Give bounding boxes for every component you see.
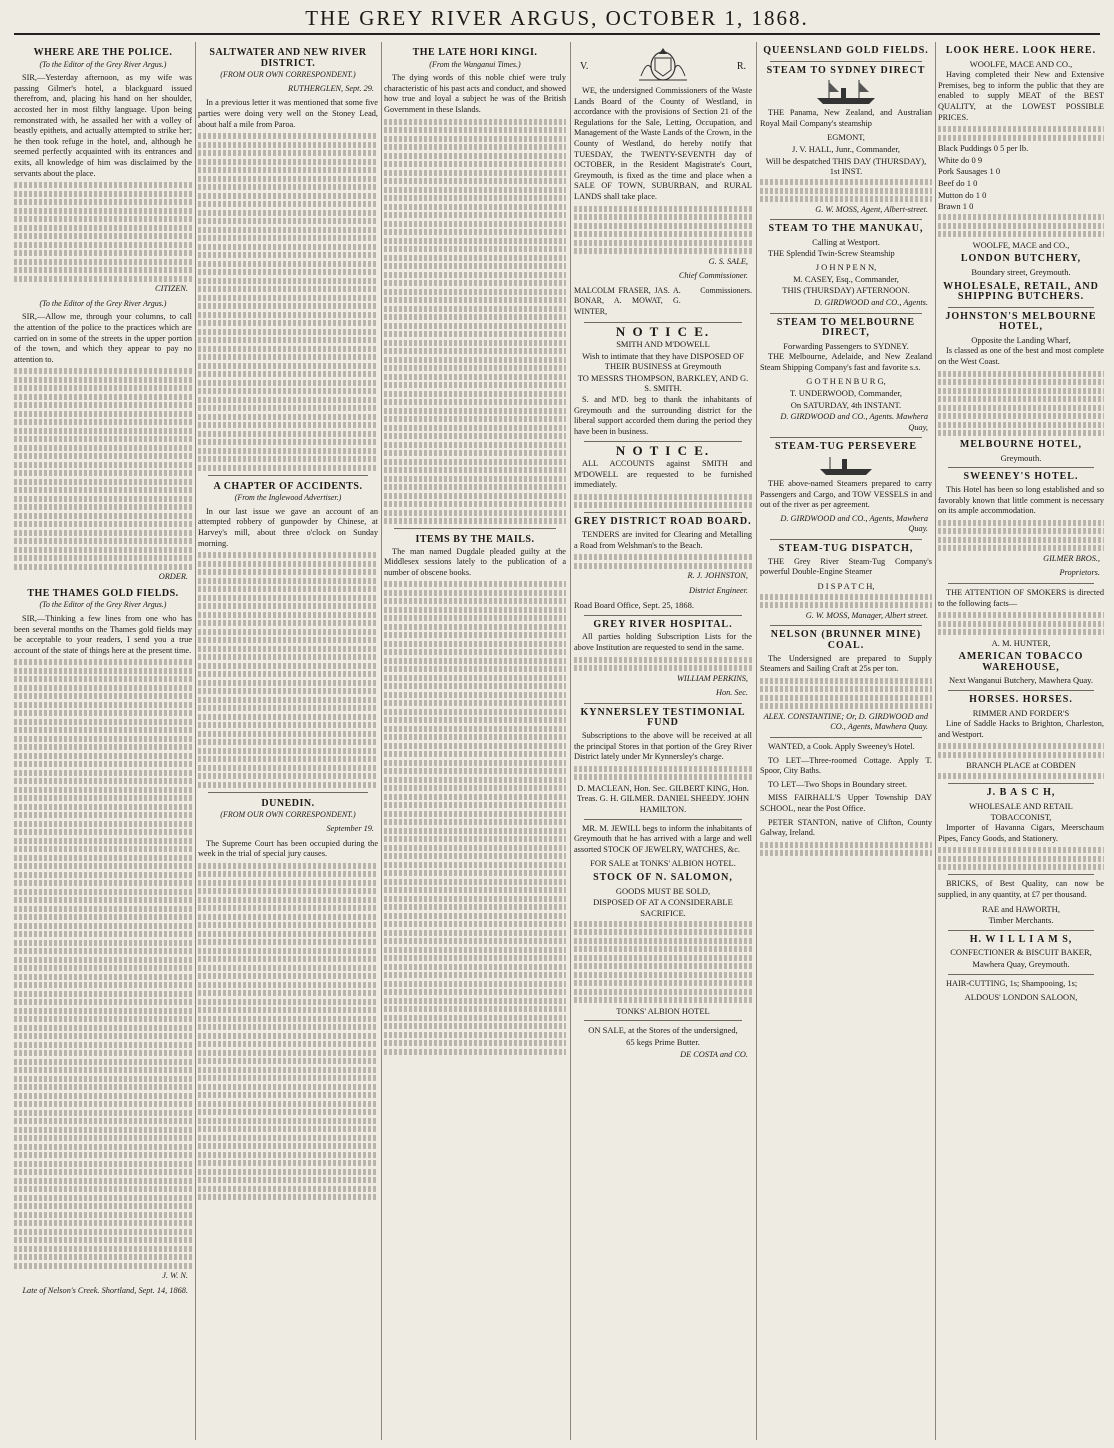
ad-line: TONKS' ALBION HOTEL bbox=[616, 1005, 710, 1016]
steamship-icon bbox=[811, 78, 881, 106]
ad-line: RAE and HAWORTH, bbox=[982, 903, 1060, 914]
column-5 bbox=[760, 42, 932, 1440]
signature: D. GIRDWOOD and CO., Agents. bbox=[814, 297, 928, 307]
ad-body: TENDERS are invited for Clearing and Metalling a Road from Welshman's to the Beach. bbox=[574, 529, 752, 550]
signature-title: Chief Commissioner. bbox=[678, 271, 748, 281]
ad-line: GOODS MUST BE SOLD, bbox=[615, 885, 711, 896]
signature: WILLIAM PERKINS, bbox=[677, 673, 748, 683]
ad-body: Importer of Havanna Cigars, Meerschaum Pipes, Fancy Goods, and Stationery. bbox=[938, 823, 1104, 843]
ad-line: THIS (THURSDAY) AFTERNOON. bbox=[782, 285, 910, 296]
article-body: The Supreme Court has been occupied during the week in the trial of special jury causes. bbox=[198, 838, 378, 859]
column-1 bbox=[14, 42, 192, 1440]
ad-line: Timber Merchants. bbox=[988, 915, 1054, 926]
column-divider bbox=[756, 42, 757, 1440]
column-divider bbox=[935, 42, 936, 1440]
signature: D. GIRDWOOD and CO., Agents, Mawhera Quay. bbox=[780, 513, 928, 534]
article-body: In our last issue we gave an account of an attempted robbery of gunpowder by Chinese, at Harvey's mill, about three o'clock on Sunday morning. bbox=[198, 506, 378, 548]
ad-body: The Undersigned are prepared to Supply Steamers and Sailing Craft at 25s per ton. bbox=[760, 653, 932, 674]
signature: G. W. MOSS, Agent, Albert-street. bbox=[815, 204, 928, 214]
ad-line: Mawhera Quay, Greymouth. bbox=[972, 958, 1070, 969]
ad-line: ALDOUS' LONDON SALOON, bbox=[964, 992, 1078, 1003]
article-subheading: (FROM OUR OWN CORRESPONDENT.) bbox=[220, 810, 356, 820]
ad-body: This Hotel has been so long established and so favorably known that little comment is necessary on its ample accommodation. bbox=[938, 484, 1104, 516]
signature: DE COSTA and CO. bbox=[680, 1049, 748, 1059]
article-body: In a previous letter it was mentioned that some five parties were doing very well on the Stoney Lead, about half a mile from Paroa. bbox=[198, 98, 378, 129]
price-item: Pork Sausages 1 0 bbox=[938, 166, 1001, 177]
ad-body: PETER STANTON, native of Clifton, County Galway, Ireland. bbox=[760, 817, 932, 838]
column-4 bbox=[574, 42, 752, 1440]
ad-body: BRICKS, of Best Quality, can now be supplied, in any quantity, at £7 per thousand. bbox=[938, 879, 1104, 899]
ad-body: Subscriptions to the above will be received at all the principal Stores in that portion of the Grey River District lately under Mr Kynnersley's charge. bbox=[574, 731, 752, 762]
ad-body: THE above-named Steamers prepared to carry Passengers and Cargo, and TOW VESSELS in and out of the river as per agreement. bbox=[760, 479, 932, 510]
notice-body: WE, the undersigned Commissioners of the Waste Lands Board of the County of Westland, in accordance with the provisions of Section 21 of the Regulations for the Sale, Letting, Occupation, and Management of the Waste Lands of the Crown, in the County of Westland, do hereby notify that TUESDAY, the TWENTY-SEVENTH day of OCTOBER, in the Resident Magistrate's Court, Greymouth, is fixed as the time and place when a SALE OF TOWN, SUBURBAN, and RURAL LANDS shall take place. bbox=[574, 86, 752, 201]
signature: R. J. JOHNSTON, bbox=[687, 571, 748, 581]
ad-title: KYNNERSLEY TESTIMONIAL FUND bbox=[580, 706, 746, 729]
ad-title: MELBOURNE HOTEL, bbox=[959, 439, 1083, 451]
price-item: Brawn 1 0 bbox=[938, 201, 974, 212]
ad-body: THE ATTENTION OF SMOKERS is directed to the following facts— bbox=[938, 587, 1104, 608]
ad-body: TO LET—Three-roomed Cottage. Apply T. Spoor, City Baths. bbox=[760, 755, 932, 776]
ship-name: G O T H E N B U R G, bbox=[806, 376, 886, 387]
article-heading: THE LATE HORI KINGI. bbox=[412, 47, 538, 58]
column-divider bbox=[381, 42, 382, 1440]
masthead-rule bbox=[14, 33, 1100, 35]
article-subheading: (FROM OUR OWN CORRESPONDENT.) bbox=[220, 70, 356, 80]
notice-title: N O T I C E. bbox=[615, 443, 711, 459]
price-item: White do 0 9 bbox=[938, 154, 983, 165]
ad-title: STOCK OF N. SALOMON, bbox=[593, 871, 733, 883]
ad-line: Calling at Westport. bbox=[812, 236, 880, 247]
ad-body: THE Splendid Twin-Screw Steamship bbox=[768, 248, 895, 258]
ad-title: NELSON (BRUNNER MINE) COAL. bbox=[770, 629, 922, 652]
ad-line: WOOLFE, MACE and CO., bbox=[972, 239, 1070, 250]
ad-line: SMITH AND M'DOWELL bbox=[616, 339, 710, 350]
signature: GILMER BROS., bbox=[1043, 553, 1100, 563]
signature-title: Proprietors. bbox=[1059, 568, 1100, 578]
column-6 bbox=[938, 42, 1104, 1440]
ad-line: TO MESSRS THOMPSON, BARKLEY, AND G. S. SMITH. bbox=[577, 372, 749, 394]
article-subheading: (To the Editor of the Grey River Argus.) bbox=[39, 298, 167, 308]
article-heading: ITEMS BY THE MAILS. bbox=[415, 534, 535, 546]
price-item: Black Puddings 0 5 per lb. bbox=[938, 143, 1029, 154]
signature: ORDER. bbox=[158, 572, 188, 582]
ad-line: CONFECTIONER & BISCUIT BAKER, bbox=[950, 947, 1092, 958]
royal-coat-of-arms-icon bbox=[633, 46, 693, 84]
ad-line: ON SALE, at the Stores of the undersigned, bbox=[588, 1025, 738, 1036]
column-divider bbox=[570, 42, 571, 1440]
article-heading: SALTWATER AND NEW RIVER DISTRICT. bbox=[209, 47, 367, 69]
article-subheading: (From the Inglewood Advertiser.) bbox=[234, 493, 342, 503]
crest-letter-left: V. bbox=[580, 61, 589, 72]
notice-title: N O T I C E. bbox=[615, 323, 711, 339]
ad-line: J. V. HALL, Junr., Commander, bbox=[792, 143, 900, 154]
ad-line: Boundary street, Greymouth. bbox=[971, 266, 1071, 277]
ad-body: Is classed as one of the best and most complete on the West Coast. bbox=[938, 346, 1104, 367]
column-3 bbox=[384, 42, 566, 1440]
ad-body: THE Melbourne, Adelaide, and New Zealand Steam Shipping Company's fast and favorite s.s. bbox=[760, 352, 932, 372]
ad-body: HAIR-CUTTING, 1s; Shampooing, 1s; bbox=[946, 978, 1078, 988]
masthead-title: THE GREY RIVER ARGUS, OCTOBER 1, 1868. bbox=[305, 6, 809, 30]
crest-letter-right: R. bbox=[736, 61, 746, 72]
ad-line: BRANCH PLACE at COBDEN bbox=[966, 760, 1076, 771]
column-divider bbox=[195, 42, 196, 1440]
ad-line: Will be despatched THIS DAY (THURSDAY), 1st INST. bbox=[765, 155, 927, 177]
ad-line: 65 kegs Prime Butter. bbox=[626, 1037, 700, 1048]
ad-line: Greymouth. bbox=[1000, 452, 1042, 463]
ad-body: THE Grey River Steam-Tug Company's powerful Double-Engine Steamer bbox=[760, 556, 932, 577]
ad-title: LOOK HERE. LOOK HERE. bbox=[945, 45, 1097, 56]
signature-place: Late of Nelson's Creek. Shortland, Sept. 14, 1868. bbox=[22, 1286, 188, 1296]
ad-title: JOHNSTON'S MELBOURNE HOTEL, bbox=[945, 310, 1097, 333]
ad-line: WHOLESALE AND RETAIL TOBACCONIST, bbox=[969, 801, 1073, 822]
royal-crest bbox=[574, 46, 752, 86]
signature: ALEX. CONSTANTINE; Or, D. GIRDWOOD and CO., Agents, Mawhera Quay. bbox=[763, 711, 928, 732]
ad-title: GREY RIVER HOSPITAL. bbox=[593, 618, 733, 630]
ship-name: D I S P A T C H, bbox=[817, 580, 875, 591]
ad-title: AMERICAN TOBACCO WAREHOUSE, bbox=[958, 651, 1084, 673]
ad-title: WHOLESALE, RETAIL, AND SHIPPING BUTCHERS. bbox=[943, 280, 1099, 303]
signature: CITIZEN. bbox=[155, 284, 188, 294]
ad-title: H. W I L L I A M S, bbox=[969, 933, 1073, 945]
article-subheading: (To the Editor of the Grey River Argus.) bbox=[39, 600, 167, 610]
ad-line: T. UNDERWOOD, Commander, bbox=[789, 388, 903, 399]
ad-line: FOR SALE at TONKS' ALBION HOTEL. bbox=[590, 858, 736, 869]
ad-body: All parties holding Subscription Lists for the above Institution are requested to send in the same. bbox=[574, 632, 752, 653]
ad-line: Forwarding Passengers to SYDNEY. bbox=[783, 340, 909, 351]
ad-body: Line of Saddle Hacks to Brighton, Charleston, and Westport. bbox=[938, 719, 1104, 739]
ad-body: MISS FAIRHALL'S Upper Township DAY SCHOOL, near the Post Office. bbox=[760, 793, 932, 813]
ad-body: MR. M. JEWILL begs to inform the inhabitants of Greymouth that he has arrived with a large and well assorted STOCK OF JEWELRY, WATCHES, &c. bbox=[574, 823, 752, 854]
notice-body: ALL ACCOUNTS against SMITH and M'DOWELL are requested to be furnished immediately. bbox=[574, 459, 752, 490]
ad-line: RIMMER AND FORDER'S bbox=[972, 707, 1070, 718]
price-item: Mutton do 1 0 bbox=[938, 189, 987, 200]
article-heading: A CHAPTER OF ACCIDENTS. bbox=[213, 480, 363, 492]
column-2 bbox=[198, 42, 378, 1440]
ad-body: Having completed their New and Extensive Premises, beg to inform the public that they are enabled to supply MEAT of the BEST QUALITY, at the LOWEST POSSIBLE PRICES. bbox=[938, 70, 1104, 122]
ad-line: On SATURDAY, 4th INSTANT. bbox=[790, 399, 902, 410]
ad-body: THE Panama, New Zealand, and Australian Royal Mail Company's steamship bbox=[760, 108, 932, 128]
article-body: The dying words of this noble chief were truly characteristic of his past acts and conduct, and showed how true and loyal a subject he was of the British Government in these Islands. bbox=[384, 73, 566, 114]
ad-title: STEAM-TUG DISPATCH, bbox=[778, 543, 914, 554]
ad-line: D. MACLEAN, Hon. Sec. GILBERT KING, Hon. Treas. G. H. GILMER. DANIEL SHEEDY. JOHN HAMILTON. bbox=[576, 782, 750, 814]
ad-title: STEAM TO SYDNEY DIRECT bbox=[766, 64, 926, 76]
ad-line: Opposite the Landing Wharf, bbox=[971, 334, 1071, 345]
price-item: Beef do 1 0 bbox=[938, 177, 978, 188]
article-body: SIR,—Thinking a few lines from one who has been several months on the Thames gold fields may be acceptable to your readers, I send you a true account of the state of things here at the present time. bbox=[14, 614, 192, 655]
signature: D. GIRDWOOD and CO., Agents. Mawhera Quay, bbox=[780, 412, 928, 432]
ad-title: QUEENSLAND GOLD FIELDS. bbox=[763, 45, 929, 56]
dateline: RUTHERGLEN, Sept. 29. bbox=[288, 83, 374, 93]
ad-title: HORSES. HORSES. bbox=[969, 693, 1073, 705]
signature-title: Hon. Sec. bbox=[715, 688, 748, 698]
ad-line: Road Board Office, Sept. 25, 1868. bbox=[574, 600, 695, 611]
ad-line: M. CASEY, Esq., Commander, bbox=[793, 273, 899, 284]
ad-title: J. B A S C H, bbox=[986, 787, 1056, 799]
ad-title: STEAM TO THE MANUKAU, bbox=[768, 223, 924, 235]
ad-title: STEAM TO MELBOURNE DIRECT, bbox=[776, 316, 916, 339]
signature: G. S. SALE, bbox=[708, 256, 748, 266]
ad-body: WANTED, a Cook. Apply Sweeney's Hotel. bbox=[768, 742, 915, 752]
ship-name: EGMONT, bbox=[827, 132, 865, 143]
ad-title: STEAM-TUG PERSEVERE bbox=[774, 441, 918, 453]
dateline: September 19. bbox=[326, 823, 374, 833]
article-heading: DUNEDIN. bbox=[261, 797, 315, 809]
steam-tug-icon bbox=[816, 455, 876, 477]
article-body: SIR,—Allow me, through your columns, to call the attention of the police to the practices which are carried on in some of the streets in the upper portion of the town, and which they appear to pay no attention to. bbox=[14, 312, 192, 364]
ad-line: WOOLFE, MACE AND CO., bbox=[969, 58, 1073, 69]
commissioner-names: MALCOLM FRASER, JAS. A. BONAR, A. MOWAT, G. WINTER, bbox=[574, 285, 681, 316]
article-subheading: (To the Editor of the Grey River Argus.) bbox=[39, 59, 167, 69]
notice-body: S. and M'D. beg to thank the inhabitants of Greymouth and the surrounding district for the liberal support accorded them during the period they have been in business. bbox=[574, 395, 752, 436]
ad-line: A. M. HUNTER, bbox=[991, 637, 1051, 648]
ship-name: J O H N P E N N, bbox=[815, 262, 877, 273]
article-heading: THE THAMES GOLD FIELDS. bbox=[27, 587, 179, 599]
masthead bbox=[0, 0, 1114, 40]
article-heading: WHERE ARE THE POLICE. bbox=[33, 47, 173, 58]
article-body: The man named Dugdale pleaded guilty at the Middlesex sessions lately to the publication of a number of obscene books. bbox=[384, 546, 566, 577]
article-body: SIR,—Yesterday afternoon, as my wife was passing Gilmer's hotel, a blackguard issued therefrom, and, placing his hand on her shoulder, accosted her in most filthy language. Upon being remonstrated with, he assailed her with a volley of beastly epithets, and actually attempted to strike her; he then took refuge in the hotel, and, although he seemed perfectly acquainted with its entrances and exits, all knowledge of him was disclaimed by the servants about the place. bbox=[14, 73, 192, 178]
article-subheading: (From the Wanganui Times.) bbox=[429, 59, 521, 69]
ad-title: LONDON BUTCHERY, bbox=[960, 253, 1082, 265]
ad-line: DISPOSED OF AT A CONSIDERABLE SACRIFICE. bbox=[593, 897, 733, 918]
ad-line: Next Wanganui Butchery, Mawhera Quay. bbox=[949, 675, 1093, 686]
ad-title: SWEENEY'S HOTEL. bbox=[963, 471, 1079, 483]
signature-title: District Engineer. bbox=[689, 585, 748, 595]
ad-title: GREY DISTRICT ROAD BOARD. bbox=[574, 516, 752, 528]
signature: G. W. MOSS, Manager, Albert street. bbox=[805, 610, 928, 620]
ad-body: TO LET—Two Shops in Boundary street. bbox=[768, 779, 907, 789]
commissioners-label: Commissioners. bbox=[700, 285, 752, 295]
price-list bbox=[938, 143, 1104, 212]
ad-line: Wish to intimate that they have DISPOSED OF THEIR BUSINESS at Greymouth bbox=[582, 350, 744, 372]
signature: J. W. N. bbox=[162, 1271, 188, 1281]
